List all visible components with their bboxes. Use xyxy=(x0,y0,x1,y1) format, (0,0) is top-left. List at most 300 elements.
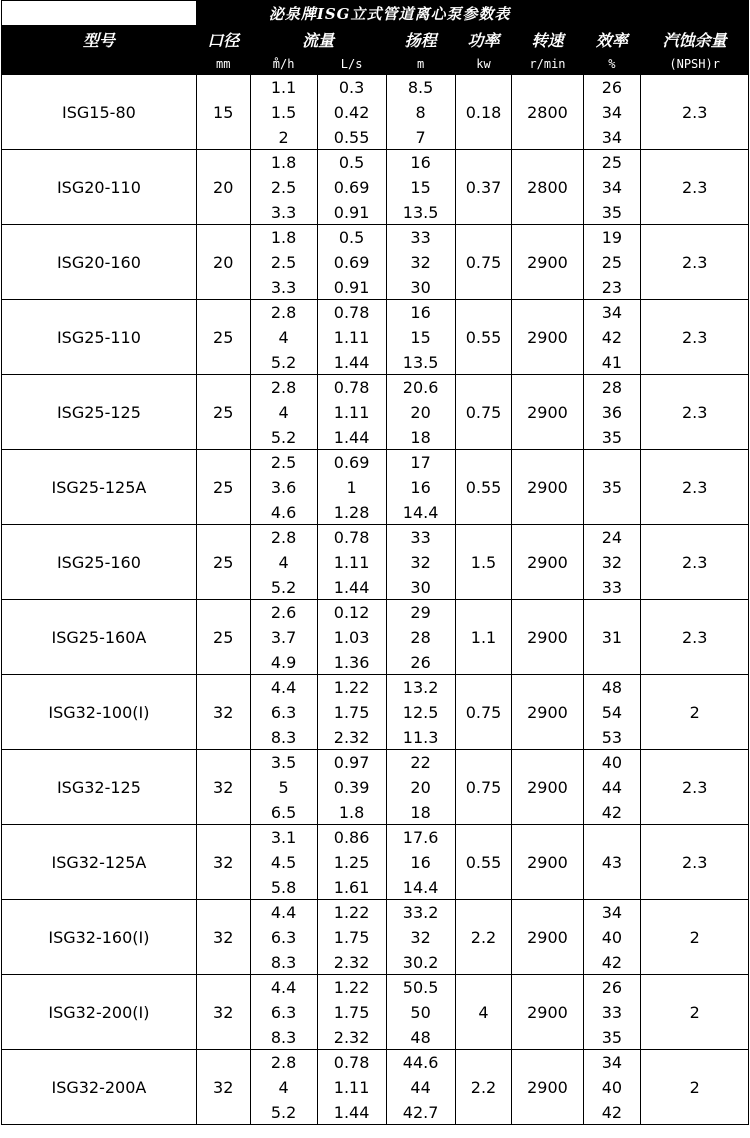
cell-efficiency xyxy=(583,225,641,300)
cell-efficiency xyxy=(583,900,641,975)
cell-head-value: 32 xyxy=(410,553,431,572)
table-row xyxy=(2,225,749,300)
cell-model: ISG20-110 xyxy=(2,150,197,225)
cell-flow-m3h xyxy=(250,75,317,150)
cell-flow-ls-value: 0.86 xyxy=(333,828,370,847)
table-row xyxy=(2,1050,749,1125)
cell-speed: 2900 xyxy=(512,600,583,675)
table-row xyxy=(2,375,749,450)
cell-npsh: 2.3 xyxy=(641,375,749,450)
cell-flow-m3h xyxy=(250,525,317,600)
cell-flow-ls-value: 1.44 xyxy=(333,353,370,372)
cell-head-value: 44.6 xyxy=(402,1053,439,1072)
cell-efficiency-value: 33 xyxy=(601,578,623,597)
cell-head-value: 29 xyxy=(410,603,431,622)
header-diameter: 口径 xyxy=(196,26,250,54)
cell-speed: 2900 xyxy=(512,225,583,300)
cell-efficiency-value: 34 xyxy=(601,1053,623,1072)
title-filler xyxy=(641,1,749,26)
title-filler xyxy=(583,1,641,26)
cell-flow-ls xyxy=(317,375,386,450)
cell-head xyxy=(386,300,455,375)
cell-flow-m3h-value: 3.3 xyxy=(270,203,297,222)
cell-head xyxy=(386,825,455,900)
cell-flow-m3h xyxy=(250,225,317,300)
unit-efficiency: % xyxy=(583,54,641,75)
cell-flow-ls-value: 1.22 xyxy=(333,678,370,697)
cell-flow-ls-value: 1.75 xyxy=(333,928,370,947)
cell-power: 0.75 xyxy=(455,225,512,300)
cell-head-value: 13.5 xyxy=(402,203,439,222)
cell-efficiency xyxy=(583,600,641,675)
cell-head-value: 18 xyxy=(410,803,431,822)
cell-flow-ls xyxy=(317,225,386,300)
cell-head-value: 33 xyxy=(410,228,431,247)
cell-flow-m3h xyxy=(250,675,317,750)
cell-flow-m3h-value: 6.3 xyxy=(270,1003,297,1022)
cell-flow-ls xyxy=(317,1050,386,1125)
cell-flow-m3h-value: 2.8 xyxy=(270,1053,297,1072)
cell-flow-ls-value: 1.11 xyxy=(333,1078,370,1097)
cell-model: ISG32-125 xyxy=(2,750,197,825)
cell-flow-m3h xyxy=(250,300,317,375)
pump-parameter-table xyxy=(1,0,749,1125)
cell-flow-m3h-value: 6.5 xyxy=(270,803,297,822)
cell-flow-ls-value: 1.22 xyxy=(333,903,370,922)
cell-flow-m3h-value: 1.5 xyxy=(270,103,297,122)
cell-efficiency-value: 35 xyxy=(601,203,623,222)
cell-flow-ls-value: 0.5 xyxy=(338,228,365,247)
cell-efficiency xyxy=(583,750,641,825)
cell-flow-ls-value: 1.03 xyxy=(333,628,370,647)
cell-efficiency-value: 35 xyxy=(601,428,623,447)
cell-flow-ls-value: 0.3 xyxy=(338,78,365,97)
table-row xyxy=(2,675,749,750)
cell-flow-m3h-value: 4 xyxy=(278,328,289,347)
cell-model: ISG32-200A xyxy=(2,1050,197,1125)
cell-flow-m3h-value: 4.6 xyxy=(270,503,297,522)
cell-power: 1.5 xyxy=(455,525,512,600)
cell-flow-ls xyxy=(317,750,386,825)
cell-flow-m3h-value: 2.8 xyxy=(270,303,297,322)
cell-flow-ls xyxy=(317,150,386,225)
cell-flow-m3h-value: 2.8 xyxy=(270,528,297,547)
cell-model: ISG25-110 xyxy=(2,300,197,375)
cell-head-value: 13.5 xyxy=(402,353,439,372)
cell-power: 2.2 xyxy=(455,900,512,975)
cell-npsh: 2.3 xyxy=(641,525,749,600)
cell-npsh: 2.3 xyxy=(641,225,749,300)
cell-efficiency-value: 34 xyxy=(601,178,623,197)
cell-flow-m3h-value: 2.6 xyxy=(270,603,297,622)
cell-efficiency-value: 41 xyxy=(601,353,623,372)
cell-efficiency xyxy=(583,150,641,225)
cell-head-value: 12.5 xyxy=(402,703,439,722)
cell-head-value: 44 xyxy=(410,1078,431,1097)
cell-flow-m3h-value: 8.3 xyxy=(270,728,297,747)
cell-flow-ls-value: 1.75 xyxy=(333,1003,370,1022)
table-row xyxy=(2,525,749,600)
cell-head xyxy=(386,750,455,825)
cell-efficiency-value: 35 xyxy=(601,1028,623,1047)
cell-head-value: 7 xyxy=(415,128,426,147)
cell-power: 0.55 xyxy=(455,450,512,525)
cell-efficiency-value: 34 xyxy=(601,903,623,922)
cell-model: ISG25-125 xyxy=(2,375,197,450)
cell-flow-m3h xyxy=(250,825,317,900)
cell-power: 0.75 xyxy=(455,675,512,750)
cell-flow-m3h-value: 5.2 xyxy=(270,578,297,597)
cell-npsh: 2 xyxy=(641,900,749,975)
cell-head-value: 20 xyxy=(410,778,431,797)
header-npsh: 汽蚀余量 xyxy=(641,26,749,54)
cell-efficiency xyxy=(583,450,641,525)
cell-efficiency-value: 26 xyxy=(601,78,623,97)
cell-diameter: 20 xyxy=(196,150,250,225)
cell-head-value: 17 xyxy=(410,453,431,472)
cell-head xyxy=(386,225,455,300)
cell-flow-ls-value: 1 xyxy=(346,478,357,497)
table-title: 泌泉牌ISG立式管道离心泵参数表 xyxy=(196,1,583,26)
cell-flow-m3h xyxy=(250,750,317,825)
cell-flow-m3h-value: 2.8 xyxy=(270,378,297,397)
cell-efficiency-value: 25 xyxy=(601,153,623,172)
cell-flow-m3h xyxy=(250,375,317,450)
cell-efficiency-value: 19 xyxy=(601,228,623,247)
cell-head-value: 48 xyxy=(410,1028,431,1047)
cell-flow-m3h-value: 4 xyxy=(278,403,289,422)
cell-head xyxy=(386,450,455,525)
cell-flow-m3h-value: 5.2 xyxy=(270,428,297,447)
cell-flow-m3h-value: 3.5 xyxy=(270,753,297,772)
cell-power: 1.1 xyxy=(455,600,512,675)
cell-flow-m3h xyxy=(250,600,317,675)
cell-model: ISG25-160 xyxy=(2,525,197,600)
cell-flow-m3h xyxy=(250,450,317,525)
unit-model xyxy=(2,54,197,75)
cell-head xyxy=(386,900,455,975)
header-speed: 转速 xyxy=(512,26,583,54)
cell-head-value: 30 xyxy=(410,578,431,597)
cell-head-value: 30.2 xyxy=(402,953,439,972)
cell-flow-m3h-value: 6.3 xyxy=(270,928,297,947)
cell-head-value: 16 xyxy=(410,853,431,872)
cell-npsh: 2 xyxy=(641,675,749,750)
cell-flow-m3h-value: 5.2 xyxy=(270,1103,297,1122)
cell-npsh: 2.3 xyxy=(641,825,749,900)
cell-flow-ls-value: 1.22 xyxy=(333,978,370,997)
cell-npsh: 2 xyxy=(641,975,749,1050)
cell-efficiency-value: 43 xyxy=(601,852,623,872)
cell-flow-ls xyxy=(317,900,386,975)
cell-flow-ls-value: 1.44 xyxy=(333,428,370,447)
cell-flow-ls-value: 0.91 xyxy=(333,203,370,222)
cell-diameter: 32 xyxy=(196,825,250,900)
cell-diameter: 20 xyxy=(196,225,250,300)
cell-speed: 2900 xyxy=(512,825,583,900)
cell-npsh: 2.3 xyxy=(641,75,749,150)
cell-efficiency xyxy=(583,75,641,150)
cell-head-value: 8.5 xyxy=(407,78,434,97)
cell-head xyxy=(386,150,455,225)
table-row xyxy=(2,150,749,225)
cell-speed: 2900 xyxy=(512,525,583,600)
cell-flow-ls-value: 0.12 xyxy=(333,603,370,622)
cell-head-value: 17.6 xyxy=(402,828,439,847)
table-body xyxy=(2,75,749,1125)
cell-flow-m3h-value: 3.1 xyxy=(270,828,297,847)
cell-flow-m3h-value: 3.6 xyxy=(270,478,297,497)
cell-efficiency xyxy=(583,375,641,450)
cell-head-value: 32 xyxy=(410,928,431,947)
unit-diameter: mm xyxy=(196,54,250,75)
cell-diameter: 25 xyxy=(196,525,250,600)
cell-flow-ls-value: 0.78 xyxy=(333,1053,370,1072)
cell-flow-ls-value: 1.75 xyxy=(333,703,370,722)
cell-flow-m3h-value: 5.2 xyxy=(270,353,297,372)
cell-npsh: 2.3 xyxy=(641,750,749,825)
cell-flow-ls-value: 1.11 xyxy=(333,553,370,572)
cell-head-value: 16 xyxy=(410,303,431,322)
cell-flow-ls xyxy=(317,75,386,150)
cell-flow-m3h-value: 4.4 xyxy=(270,978,297,997)
cell-head-value: 30 xyxy=(410,278,431,297)
cell-efficiency-value: 32 xyxy=(601,553,623,572)
cell-flow-ls-value: 1.36 xyxy=(333,653,370,672)
cell-flow-m3h-value: 3.7 xyxy=(270,628,297,647)
cell-flow-ls-value: 1.61 xyxy=(333,878,370,897)
cell-flow-ls-value: 1.28 xyxy=(333,503,370,522)
cell-head-value: 16 xyxy=(410,478,431,497)
cell-diameter: 25 xyxy=(196,450,250,525)
cell-flow-m3h-value: 6.3 xyxy=(270,703,297,722)
cell-flow-ls xyxy=(317,300,386,375)
cell-flow-ls-value: 1.11 xyxy=(333,403,370,422)
cell-speed: 2800 xyxy=(512,150,583,225)
cell-power: 0.75 xyxy=(455,375,512,450)
cell-flow-ls-value: 0.55 xyxy=(333,128,370,147)
cell-model: ISG32-125A xyxy=(2,825,197,900)
cell-diameter: 32 xyxy=(196,675,250,750)
cell-head-value: 33.2 xyxy=(402,903,439,922)
cell-head-value: 11.3 xyxy=(402,728,439,747)
table-row xyxy=(2,900,749,975)
cell-head xyxy=(386,1050,455,1125)
cell-head xyxy=(386,975,455,1050)
cell-flow-m3h-value: 3.3 xyxy=(270,278,297,297)
cell-flow-ls-value: 0.39 xyxy=(333,778,370,797)
cell-efficiency-value: 53 xyxy=(601,728,623,747)
cell-head-value: 26 xyxy=(410,653,431,672)
cell-flow-ls-value: 0.78 xyxy=(333,303,370,322)
cell-diameter: 25 xyxy=(196,300,250,375)
table-row xyxy=(2,600,749,675)
cell-flow-ls xyxy=(317,450,386,525)
cell-flow-m3h-value: 2.5 xyxy=(270,253,297,272)
cell-head-value: 28 xyxy=(410,628,431,647)
cell-head-value: 20.6 xyxy=(402,378,439,397)
cell-efficiency-value: 34 xyxy=(601,303,623,322)
cell-head-value: 22 xyxy=(410,753,431,772)
cell-efficiency xyxy=(583,1050,641,1125)
cell-head-value: 14.4 xyxy=(402,878,439,897)
cell-speed: 2900 xyxy=(512,375,583,450)
cell-model: ISG25-125A xyxy=(2,450,197,525)
cell-head-value: 32 xyxy=(410,253,431,272)
cell-flow-m3h-value: 1.8 xyxy=(270,228,297,247)
header-efficiency: 效率 xyxy=(583,26,641,54)
cell-efficiency-value: 34 xyxy=(601,103,623,122)
cell-head-value: 15 xyxy=(410,328,431,347)
cell-npsh: 2 xyxy=(641,1050,749,1125)
cell-flow-m3h-value: 1.1 xyxy=(270,78,297,97)
cell-flow-ls-value: 0.69 xyxy=(333,453,370,472)
cell-flow-m3h-value: 4.5 xyxy=(270,853,297,872)
cell-efficiency-value: 42 xyxy=(601,1103,623,1122)
cell-efficiency-value: 33 xyxy=(601,1003,623,1022)
cell-flow-m3h xyxy=(250,900,317,975)
cell-flow-ls-value: 0.78 xyxy=(333,378,370,397)
cell-npsh: 2.3 xyxy=(641,450,749,525)
cell-flow-m3h xyxy=(250,1050,317,1125)
cell-flow-m3h-value: 2 xyxy=(278,128,289,147)
unit-power: kw xyxy=(455,54,512,75)
cell-diameter: 32 xyxy=(196,750,250,825)
cell-efficiency-value: 44 xyxy=(601,778,623,797)
cell-efficiency-value: 48 xyxy=(601,678,623,697)
cell-diameter: 15 xyxy=(196,75,250,150)
cell-efficiency-value: 35 xyxy=(601,477,623,497)
cell-efficiency-value: 26 xyxy=(601,978,623,997)
cell-flow-m3h-value: 4.4 xyxy=(270,678,297,697)
cell-efficiency-value: 42 xyxy=(601,953,623,972)
cell-flow-ls-value: 2.32 xyxy=(333,728,370,747)
cell-model: ISG20-160 xyxy=(2,225,197,300)
cell-flow-ls-value: 1.8 xyxy=(338,803,365,822)
cell-power: 0.55 xyxy=(455,300,512,375)
cell-efficiency-value: 28 xyxy=(601,378,623,397)
cell-head-value: 14.4 xyxy=(402,503,439,522)
cell-speed: 2900 xyxy=(512,750,583,825)
cell-flow-m3h-value: 4 xyxy=(278,553,289,572)
cell-flow-ls-value: 0.42 xyxy=(333,103,370,122)
cell-flow-m3h-value: 2.5 xyxy=(270,178,297,197)
cell-flow-ls xyxy=(317,975,386,1050)
table-row xyxy=(2,450,749,525)
cell-flow-ls-value: 1.11 xyxy=(333,328,370,347)
cell-model: ISG25-160A xyxy=(2,600,197,675)
cell-head-value: 18 xyxy=(410,428,431,447)
cell-flow-ls-value: 0.69 xyxy=(333,178,370,197)
cell-diameter: 25 xyxy=(196,600,250,675)
cell-power: 0.55 xyxy=(455,825,512,900)
unit-head: m xyxy=(386,54,455,75)
cell-flow-m3h xyxy=(250,150,317,225)
unit-npsh: (NPSH)r xyxy=(641,54,749,75)
cell-head-value: 50 xyxy=(410,1003,431,1022)
header-head: 扬程 xyxy=(386,26,455,54)
table-row xyxy=(2,300,749,375)
title-spacer xyxy=(2,1,197,26)
cell-efficiency xyxy=(583,975,641,1050)
cell-efficiency xyxy=(583,525,641,600)
cell-flow-ls-value: 1.25 xyxy=(333,853,370,872)
cell-efficiency-value: 42 xyxy=(601,328,623,347)
cell-flow-ls xyxy=(317,525,386,600)
cell-flow-ls-value: 0.91 xyxy=(333,278,370,297)
cell-flow-ls-value: 1.44 xyxy=(333,578,370,597)
cell-speed: 2900 xyxy=(512,1050,583,1125)
cell-head-value: 8 xyxy=(415,103,426,122)
table-row xyxy=(2,75,749,150)
cell-flow-m3h xyxy=(250,975,317,1050)
cell-power: 2.2 xyxy=(455,1050,512,1125)
cell-head xyxy=(386,75,455,150)
cell-diameter: 32 xyxy=(196,900,250,975)
cell-efficiency-value: 25 xyxy=(601,253,623,272)
cell-diameter: 25 xyxy=(196,375,250,450)
cell-flow-ls-value: 2.32 xyxy=(333,953,370,972)
cell-flow-ls-value: 0.69 xyxy=(333,253,370,272)
cell-efficiency xyxy=(583,300,641,375)
cell-flow-ls-value: 0.78 xyxy=(333,528,370,547)
cell-efficiency-value: 40 xyxy=(601,1078,623,1097)
cell-flow-m3h-value: 8.3 xyxy=(270,1028,297,1047)
cell-flow-ls xyxy=(317,675,386,750)
cell-speed: 2900 xyxy=(512,975,583,1050)
cell-head xyxy=(386,675,455,750)
cell-flow-m3h-value: 4.4 xyxy=(270,903,297,922)
cell-flow-m3h-value: 5 xyxy=(278,778,289,797)
unit-speed: r/min xyxy=(512,54,583,75)
cell-flow-ls-value: 1.44 xyxy=(333,1103,370,1122)
cell-efficiency xyxy=(583,675,641,750)
cell-flow-ls-value: 2.32 xyxy=(333,1028,370,1047)
cell-efficiency xyxy=(583,825,641,900)
cell-head-value: 13.2 xyxy=(402,678,439,697)
header-power: 功率 xyxy=(455,26,512,54)
cell-power: 0.37 xyxy=(455,150,512,225)
cell-flow-ls-value: 0.97 xyxy=(333,753,370,772)
cell-head xyxy=(386,525,455,600)
cell-head-value: 20 xyxy=(410,403,431,422)
header-model: 型号 xyxy=(2,26,197,54)
cell-model: ISG32-200(I) xyxy=(2,975,197,1050)
cell-efficiency-value: 40 xyxy=(601,753,623,772)
cell-efficiency-value: 23 xyxy=(601,278,623,297)
cell-flow-m3h-value: 8.3 xyxy=(270,953,297,972)
unit-flow-m3h: m̊/h xyxy=(250,54,317,75)
cell-flow-m3h-value: 5.8 xyxy=(270,878,297,897)
cell-flow-m3h-value: 1.8 xyxy=(270,153,297,172)
cell-efficiency-value: 40 xyxy=(601,928,623,947)
cell-npsh: 2.3 xyxy=(641,150,749,225)
cell-efficiency-value: 36 xyxy=(601,403,623,422)
cell-head-value: 50.5 xyxy=(402,978,439,997)
cell-efficiency-value: 31 xyxy=(601,627,623,647)
cell-speed: 2900 xyxy=(512,900,583,975)
cell-flow-m3h-value: 4.9 xyxy=(270,653,297,672)
unit-flow-ls: L/s xyxy=(317,54,386,75)
cell-power: 0.18 xyxy=(455,75,512,150)
table-row xyxy=(2,975,749,1050)
table-row xyxy=(2,750,749,825)
cell-flow-ls-value: 0.5 xyxy=(338,153,365,172)
table-row xyxy=(2,825,749,900)
cell-head-value: 15 xyxy=(410,178,431,197)
cell-diameter: 32 xyxy=(196,1050,250,1125)
cell-model: ISG32-160(I) xyxy=(2,900,197,975)
